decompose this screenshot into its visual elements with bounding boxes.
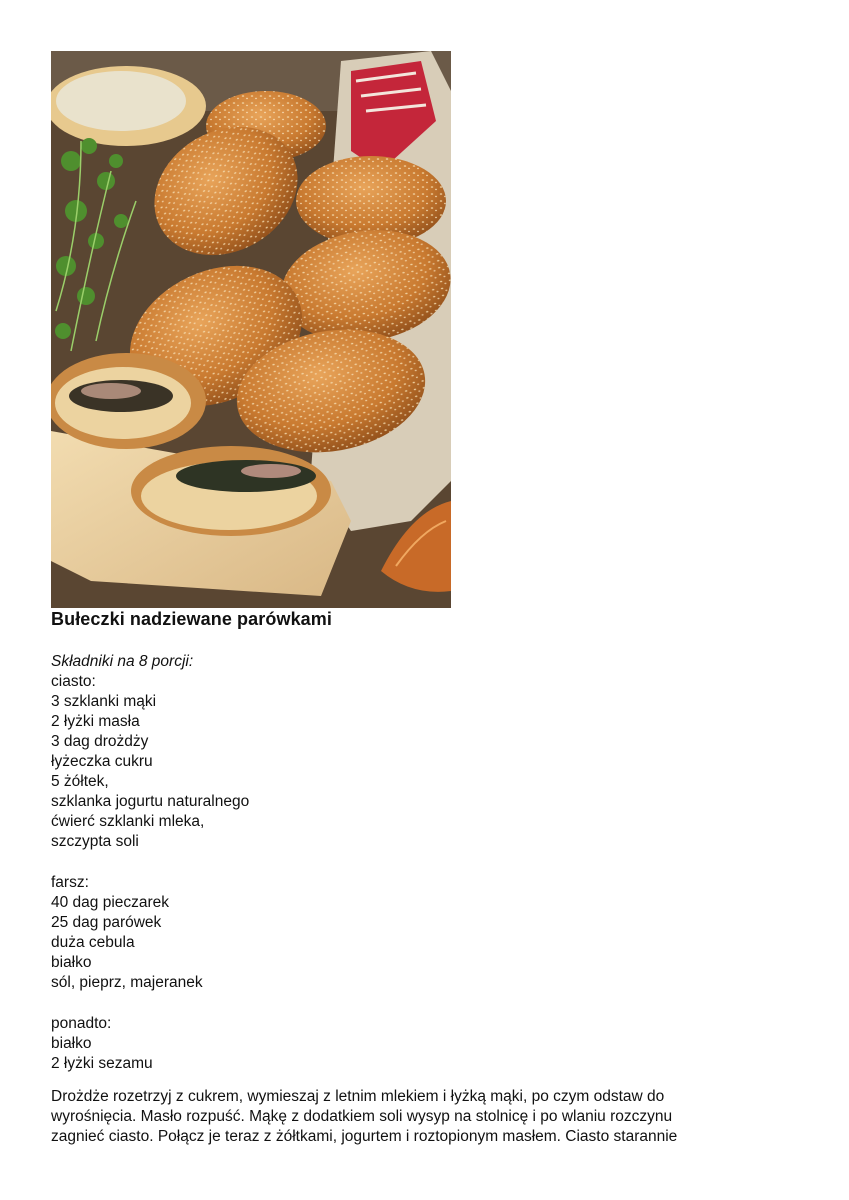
ingredient-item: łyżeczka cukru bbox=[51, 753, 153, 770]
ingredient-item: szczypta soli bbox=[51, 833, 139, 850]
ingredient-item: 25 dag parówek bbox=[51, 914, 162, 931]
instruction-line: zagnieć ciasto. Połącz je teraz z żółtkami, jogurtem i roztopionym masłem. Ciasto starannie bbox=[51, 1128, 678, 1145]
servings-label: Składniki na 8 porcji: bbox=[51, 653, 194, 670]
ingredient-item: 3 szklanki mąki bbox=[51, 693, 157, 710]
instruction-line: wyrośnięcia. Masło rozpuść. Mąkę z dodatkiem soli wysyp na stolnicę i po wlaniu rozczynu bbox=[51, 1108, 673, 1125]
extra-heading: ponadto: bbox=[51, 1015, 112, 1032]
recipe-title: Bułeczki nadziewane parówkami bbox=[51, 609, 332, 629]
ingredient-item: szklanka jogurtu naturalnego bbox=[51, 793, 250, 810]
ingredient-item: duża cebula bbox=[51, 934, 135, 951]
spacer bbox=[51, 993, 771, 1014]
ingredient-item: ćwierć szklanki mleka, bbox=[51, 813, 205, 830]
ingredient-item: białko bbox=[51, 1035, 92, 1052]
ingredient-item: sól, pieprz, majeranek bbox=[51, 974, 203, 991]
ingredient-item: 2 łyżki sezamu bbox=[51, 1055, 153, 1072]
ingredient-item: 3 dag drożdży bbox=[51, 733, 149, 750]
ingredient-item: 5 żółtek, bbox=[51, 773, 109, 790]
spacer bbox=[51, 852, 771, 873]
ingredient-item: 2 łyżki masła bbox=[51, 713, 140, 730]
ingredient-item: białko bbox=[51, 954, 92, 971]
ingredient-item: 40 dag pieczarek bbox=[51, 894, 170, 911]
instruction-line: Drożdże rozetrzyj z cukrem, wymieszaj z letnim mlekiem i łyżką mąki, po czym odstaw do bbox=[51, 1088, 665, 1105]
dough-heading: ciasto: bbox=[51, 673, 96, 690]
ingredients-section bbox=[51, 652, 771, 1074]
recipe-photo bbox=[51, 51, 451, 608]
instructions-paragraph bbox=[51, 1087, 771, 1147]
filling-heading: farsz: bbox=[51, 874, 89, 891]
